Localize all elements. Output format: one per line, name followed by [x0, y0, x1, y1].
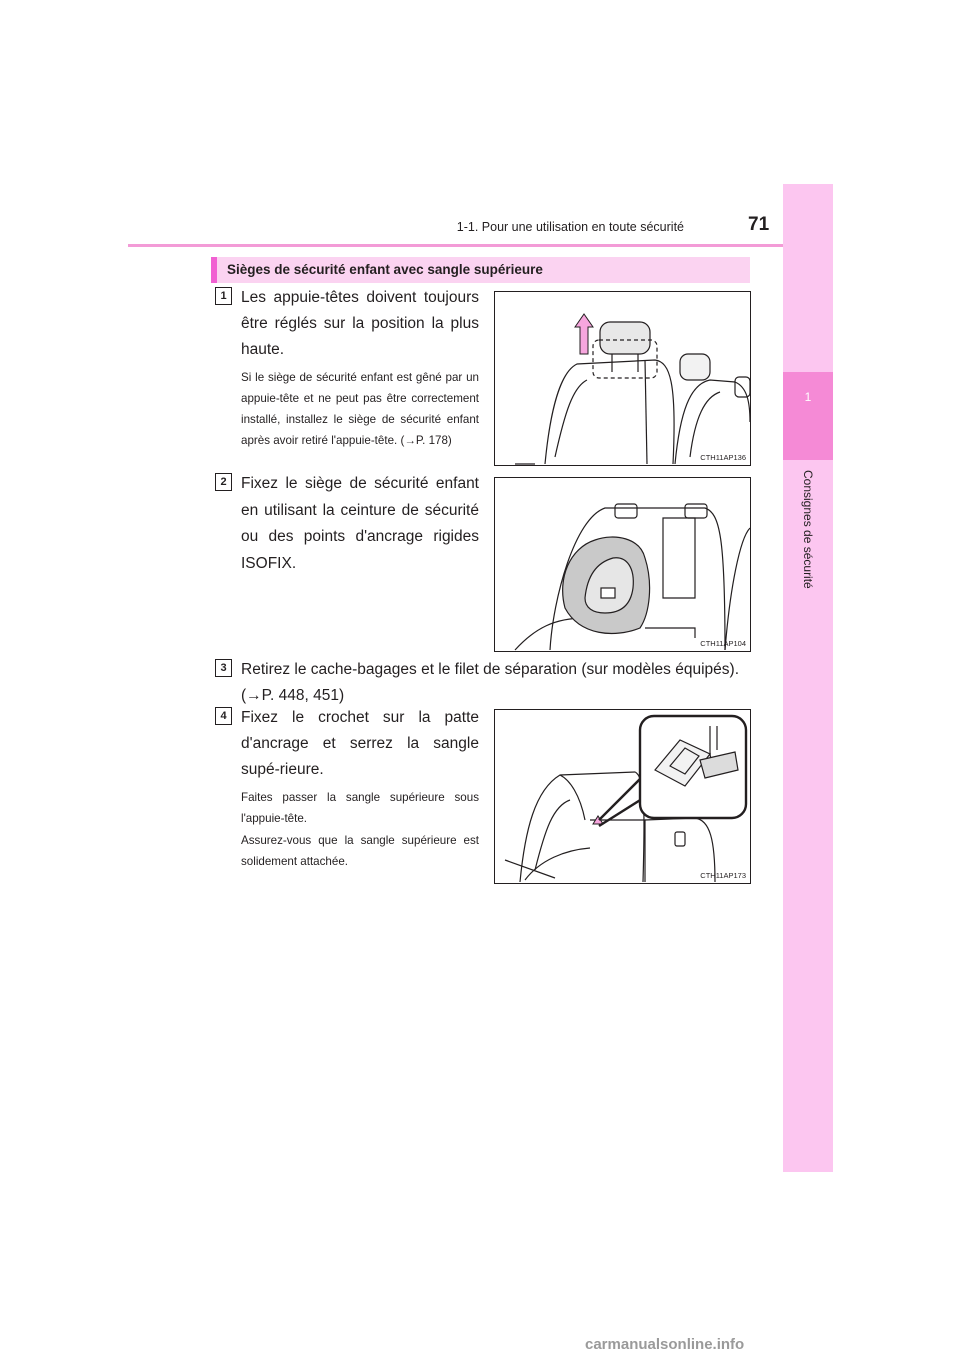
child-seat-illustration [495, 478, 750, 651]
figure-headrest [494, 291, 751, 466]
top-tether-illustration [495, 710, 750, 883]
zoom-inset [640, 716, 746, 818]
step-4-note-1: Faites passer la sangle supérieure sous l'appuie-tête. [241, 791, 479, 825]
up-arrow [575, 314, 593, 354]
section-heading [211, 257, 750, 283]
footer-watermark: carmanualsonline.info [585, 1336, 745, 1353]
figure-code: CTH11AP104 [700, 639, 746, 648]
running-header: 1-1. Pour une utilisation en toute sécurité [456, 220, 684, 234]
step-number-2: 2 [215, 473, 232, 491]
figure-code: CTH11AP173 [700, 871, 746, 880]
chapter-number: 1 [804, 390, 812, 404]
step-number-1: 1 [215, 287, 232, 305]
step-3-text: Retirez le cache-bagages et le filet de séparation (sur modèles équipés). [241, 661, 739, 678]
step-4-note-2: Assurez-vous que la sangle supérieure est solidement attachée. [241, 834, 479, 868]
figure-child-seat [494, 477, 751, 652]
step-3-ref: (→P. 448, 451) [241, 687, 345, 704]
step-4-text: Fixez le crochet sur la patte d'ancrage et serrez la sangle supé-rieure. [241, 709, 479, 778]
step-1-text: Les appuie-têtes doivent toujours être réglés sur la position la plus haute. [241, 289, 479, 358]
figure-code: CTH11AP136 [700, 453, 746, 462]
step-1-note: Si le siège de sécurité enfant est gêné par un appuie-tête et ne peut pas être correctement installé, installez le siège de sécurité enfant après avoir retiré l'appuie-tête. (→P. 178) [241, 371, 479, 447]
headrest-illustration [495, 292, 750, 465]
chapter-side-tab [783, 184, 833, 1172]
chapter-label: Consignes de sécurité [801, 470, 815, 589]
step-number-4: 4 [215, 707, 232, 725]
header-rule [128, 244, 832, 247]
step-number-3: 3 [215, 659, 232, 677]
section-heading-text: Sièges de sécurité enfant avec sangle supérieure [227, 262, 543, 277]
figure-top-tether [494, 709, 751, 884]
step-2-text: Fixez le siège de sécurité enfant en utilisant la ceinture de sécurité ou des points d'ancrage rigides ISOFIX. [241, 475, 479, 572]
page-number: 71 [748, 214, 770, 235]
chapter-tab-active [783, 372, 833, 460]
